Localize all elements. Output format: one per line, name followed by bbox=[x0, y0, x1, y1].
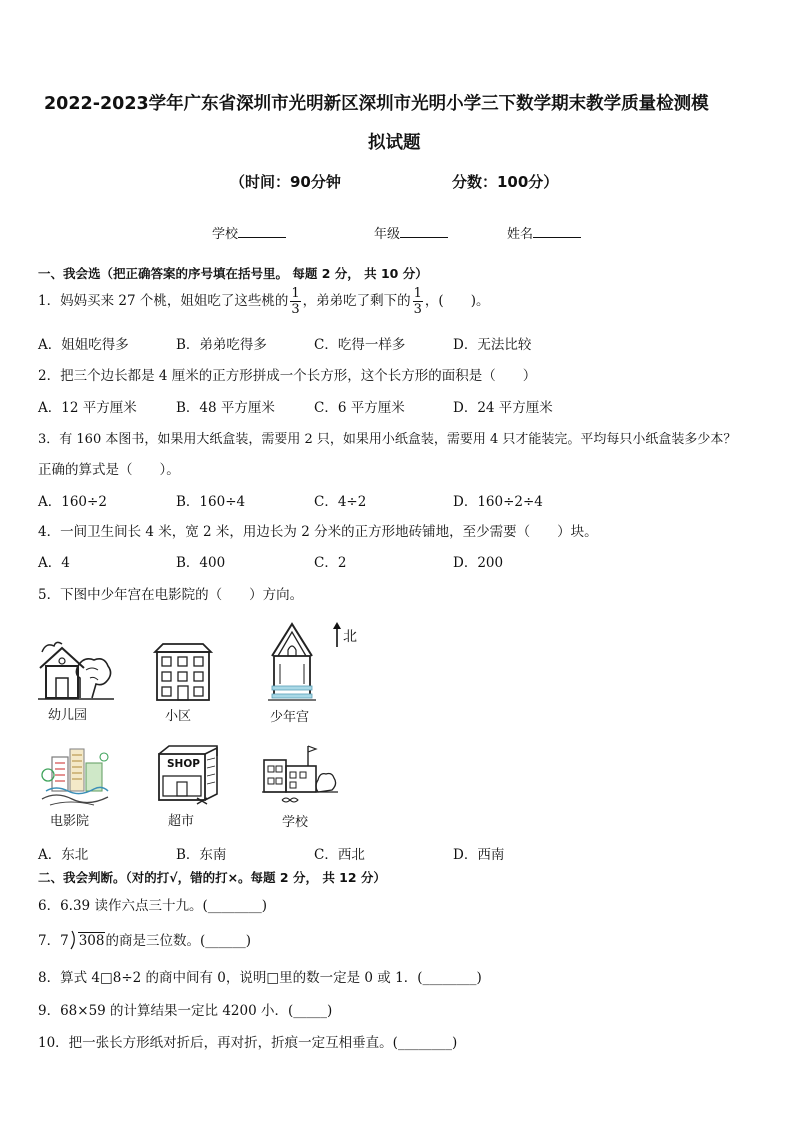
q2-option-c[interactable]: C．6 平方厘米 bbox=[314, 400, 405, 416]
q1-text-a: 1．妈妈买来 27 个桃，姐姐吃了这些桃的 bbox=[38, 293, 289, 309]
q1-frac2-num: 1 bbox=[413, 286, 422, 301]
question-10: 10．把一张长方形纸对折后，再对折，折痕一定互相垂直。(________) bbox=[38, 1035, 458, 1051]
q3-option-a[interactable]: A．160÷2 bbox=[38, 494, 107, 510]
question-7 bbox=[38, 929, 251, 950]
q2-option-d[interactable]: D．24 平方厘米 bbox=[453, 400, 553, 416]
question-1 bbox=[38, 287, 489, 316]
section1-heading: 一、我会选（把正确答案的序号填在括号里。 每题 2 分， 共 10 分） bbox=[38, 266, 428, 281]
q4-option-b[interactable]: B．400 bbox=[176, 555, 226, 571]
school-field[interactable] bbox=[212, 223, 286, 242]
q1-fraction-1 bbox=[290, 287, 300, 316]
q4-option-c[interactable]: C．2 bbox=[314, 555, 347, 571]
question-2: 2．把三个边长都是 4 厘米的正方形拼成一个长方形，这个长方形的面积是（ ） bbox=[38, 368, 537, 384]
q4-option-a[interactable]: A．4 bbox=[38, 555, 70, 571]
grade-field[interactable] bbox=[374, 223, 448, 242]
q2-option-b[interactable]: B．48 平方厘米 bbox=[176, 400, 275, 416]
question-5: 5．下图中少年宫在电影院的（ ）方向。 bbox=[38, 587, 304, 603]
grade-label: 年级 bbox=[374, 227, 401, 242]
supermarket-label: 超市 bbox=[168, 814, 195, 829]
supermarket-building-icon bbox=[155, 744, 221, 806]
question-8: 8．算式 4□8÷2 的商中间有 0，说明□里的数一定是 0 或 1．(________) bbox=[38, 970, 482, 986]
q1-option-c[interactable]: C．吃得一样多 bbox=[314, 337, 406, 353]
q5-option-d[interactable]: D．西南 bbox=[453, 847, 505, 863]
community-building-icon bbox=[153, 642, 213, 702]
q7-suffix: 的商是三位数。(______) bbox=[105, 933, 252, 949]
q5-option-a[interactable]: A．东北 bbox=[38, 847, 89, 863]
q7-divisor: 7 bbox=[60, 933, 69, 949]
question-6: 6．6.39 读作六点三十九。(________) bbox=[38, 898, 267, 914]
school-label: 学校 bbox=[282, 815, 309, 830]
section2-heading: 二、我会判断。（对的打√，错的打×。每题 2 分， 共 12 分） bbox=[38, 870, 386, 885]
community-label: 小区 bbox=[165, 709, 192, 724]
q1-frac1-den: 3 bbox=[291, 302, 300, 317]
name-blank[interactable] bbox=[533, 237, 581, 238]
q7-dividend: 308 bbox=[78, 933, 105, 949]
north-label: 北 bbox=[343, 629, 357, 645]
kindergarten-label: 幼儿园 bbox=[48, 708, 88, 723]
school-blank[interactable] bbox=[238, 237, 286, 238]
youth-palace-label: 少年宫 bbox=[270, 710, 310, 725]
q5-option-c[interactable]: C．西北 bbox=[314, 847, 365, 863]
question-9: 9．68×59 的计算结果一定比 4200 小．(_____) bbox=[38, 1003, 333, 1019]
q1-frac1-num: 1 bbox=[291, 286, 300, 301]
question-3-line1: 3．有 160 本图书，如果用大纸盒装，需要用 2 只，如果用小纸盒装，需要用 4 只才能装完。平均每只小纸盒装多少本？ bbox=[38, 432, 737, 447]
page-title-line1: 2022-2023学年广东省深圳市光明新区深圳市光明小学三下数学期末教学质量检测模 bbox=[44, 94, 709, 114]
youth-palace-building-icon bbox=[266, 620, 318, 704]
school-building-icon bbox=[262, 742, 338, 808]
exam-time: （时间：90分钟 bbox=[230, 173, 341, 191]
question-3-line2: 正确的算式是（ ）。 bbox=[38, 462, 180, 478]
page-title-line2: 拟试题 bbox=[368, 133, 421, 153]
q1-option-a[interactable]: A．姐姐吃得多 bbox=[38, 337, 129, 353]
q1-text-c: ，( )。 bbox=[424, 293, 490, 309]
q1-text-b: ，弟弟吃了剩下的 bbox=[302, 293, 411, 309]
kindergarten-building-icon bbox=[36, 638, 116, 702]
name-field[interactable] bbox=[507, 223, 581, 242]
q1-fraction-2 bbox=[413, 287, 423, 316]
north-arrow-icon bbox=[330, 622, 344, 648]
shop-sign: SHOP bbox=[167, 758, 200, 770]
q7-prefix: 7． bbox=[38, 933, 61, 949]
q1-frac2-den: 3 bbox=[413, 302, 422, 317]
q3-option-c[interactable]: C．4÷2 bbox=[314, 494, 367, 510]
cinema-label: 电影院 bbox=[50, 814, 90, 829]
cinema-building-icon bbox=[40, 745, 112, 809]
grade-blank[interactable] bbox=[400, 237, 448, 238]
school-label: 学校 bbox=[212, 227, 239, 242]
q3-option-b[interactable]: B．160÷4 bbox=[176, 494, 246, 510]
q5-option-b[interactable]: B．东南 bbox=[176, 847, 227, 863]
name-label: 姓名 bbox=[507, 227, 534, 242]
question-4: 4．一间卫生间长 4 米，宽 2 米，用边长为 2 分米的正方形地砖铺地，至少需要（ ）块。 bbox=[38, 524, 598, 540]
q7-division-bracket-icon bbox=[70, 930, 78, 950]
q3-option-d[interactable]: D．160÷2÷4 bbox=[453, 494, 543, 510]
exam-score: 分数：100分） bbox=[452, 173, 559, 191]
q1-option-d[interactable]: D．无法比较 bbox=[453, 337, 532, 353]
q1-option-b[interactable]: B．弟弟吃得多 bbox=[176, 337, 267, 353]
q7-long-division bbox=[60, 930, 105, 950]
q4-option-d[interactable]: D．200 bbox=[453, 555, 504, 571]
q2-option-a[interactable]: A．12 平方厘米 bbox=[38, 400, 137, 416]
